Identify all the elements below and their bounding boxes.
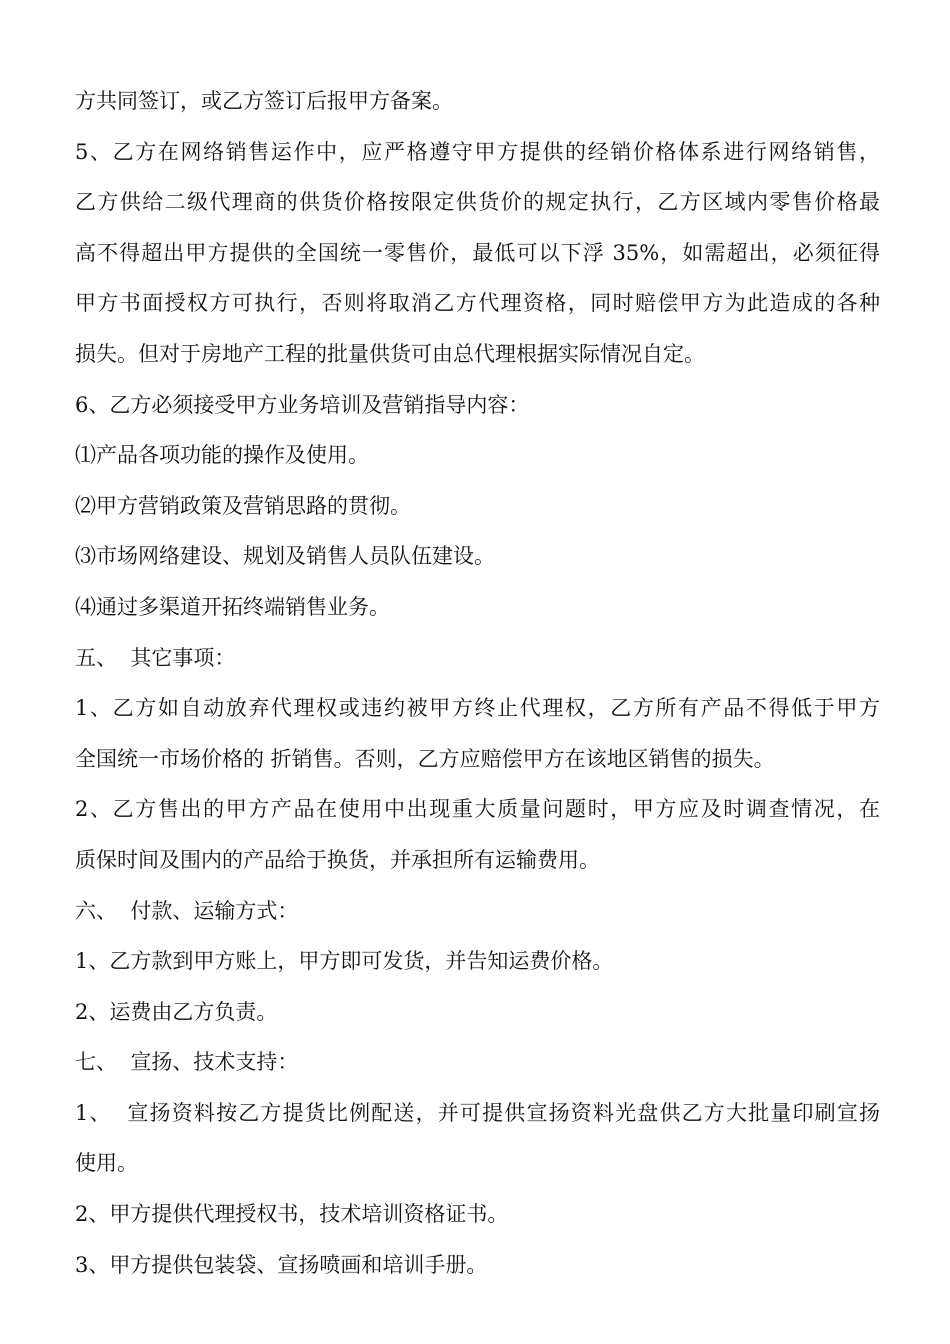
text-line: 1、乙方款到甲方账上，甲方即可发货，并告知运费价格。 (75, 949, 614, 974)
text-line: 6、乙方必须接受甲方业务培训及营销指导内容： (75, 392, 530, 417)
text-line: 1、 宣扬资料按乙方提货比例配送，并可提供宣扬资料光盘供乙方大批量印刷宣扬 (75, 1100, 880, 1125)
text-line: 5、乙方在网络销售运作中，应严格遵守甲方提供的经销价格体系进行网络销售， (75, 139, 880, 164)
list-item: ⑷通过多渠道开拓终端销售业务。 (75, 594, 390, 619)
list-item: ⑶市场网络建设、规划及销售人员队伍建设。 (75, 544, 495, 569)
text-line: 方共同签订，或乙方签订后报甲方备案。 (75, 89, 453, 113)
text-line: 高不得超出甲方提供的全国统一零售价，最低可以下浮 35%，如需超出，必须征得 (75, 240, 880, 265)
text-line: 2、乙方售出的甲方产品在使用中出现重大质量问题时，甲方应及时调查情况，在 (75, 797, 880, 822)
list-item: ⑴产品各项功能的操作及使用。 (75, 443, 369, 468)
text-line: 质保时间及围内的产品给于换货，并承担所有运输费用。 (75, 847, 600, 872)
text-line: 全国统一市场价格的 折销售。否则，乙方应赔偿甲方在该地区销售的损失。 (75, 746, 775, 771)
text-line: 2、甲方提供代理授权书，技术培训资格证书。 (75, 1202, 509, 1227)
section-heading: 七、 宣扬、技术支持： (75, 1050, 299, 1075)
text-line: 3、甲方提供包装袋、宣扬喷画和培训手册。 (75, 1252, 488, 1277)
text-line: 乙方供给二级代理商的供货价格按限定供货价的规定执行，乙方区域内零售价格最 (75, 190, 880, 215)
text-line: 甲方书面授权方可执行，否则将取消乙方代理资格，同时赔偿甲方为此造成的各种 (75, 291, 880, 316)
section-heading: 五、 其它事项： (75, 645, 236, 670)
document-page (75, 76, 880, 1290)
section-heading: 六、 付款、运输方式： (75, 898, 299, 923)
text-line: 损失。但对于房地产工程的批量供货可由总代理根据实际情况自定。 (75, 341, 705, 366)
text-line: 使用。 (75, 1151, 138, 1176)
text-line: 1、乙方如自动放弃代理权或违约被甲方终止代理权，乙方所有产品不得低于甲方 (75, 696, 880, 721)
list-item: ⑵甲方营销政策及营销思路的贯彻。 (75, 493, 411, 518)
text-line: 2、运费由乙方负责。 (75, 999, 278, 1024)
